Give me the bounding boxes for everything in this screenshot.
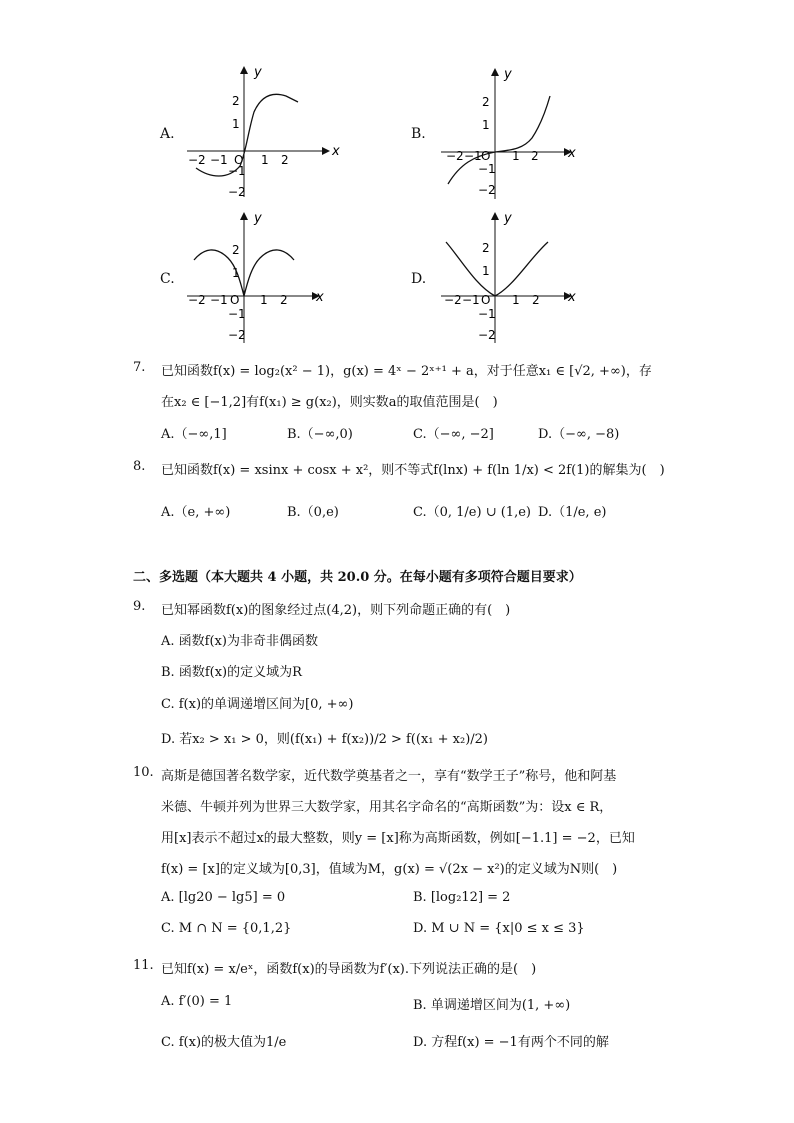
q9-option-a[interactable]: A. 函数f(x)为非奇非偶函数 bbox=[161, 634, 318, 649]
q7-line1: 已知函数f(x) = log₂(x² − 1)，g(x) = 4ˣ − 2ˣ⁺¹ + a，对于任意x₁ ∈ [√2, +∞)，存 bbox=[161, 364, 652, 379]
graph-a-xtick: 2 bbox=[281, 153, 289, 167]
graph-b-xtick: 2 bbox=[531, 149, 539, 163]
graph-c bbox=[182, 208, 342, 348]
graph-b-x-label: x bbox=[568, 146, 576, 161]
q9-option-d[interactable]: D. 若x₂ > x₁ > 0，则(f(x₁) + f(x₂))/2 > f((x₁ + x₂)/2) bbox=[161, 732, 488, 747]
q7-option-a[interactable]: A.（−∞,1] bbox=[161, 427, 227, 442]
graph-b-ytick: 2 bbox=[482, 95, 490, 109]
q11-option-c[interactable]: C. f(x)的极大值为1/e bbox=[161, 1035, 287, 1050]
graph-d-xtick: −1 bbox=[462, 293, 480, 307]
graph-c-ytick: 1 bbox=[232, 266, 240, 280]
graph-a-xtick: −1 bbox=[210, 153, 228, 167]
graph-d-ytick: 1 bbox=[482, 264, 490, 278]
graph-a-letter: A. bbox=[160, 126, 175, 142]
graph-d bbox=[436, 208, 596, 348]
graph-a-xtick: 1 bbox=[261, 153, 269, 167]
graph-d-xtick: −2 bbox=[444, 293, 462, 307]
graph-b-y-arrow bbox=[491, 68, 499, 76]
graph-b-xtick: 1 bbox=[512, 149, 520, 163]
graph-b-curve bbox=[448, 96, 550, 184]
q8-option-b[interactable]: B.（0,e) bbox=[287, 505, 339, 520]
graph-d-ytick: −2 bbox=[478, 328, 496, 342]
q10-option-d[interactable]: D. M ∪ N = {x|0 ≤ x ≤ 3} bbox=[413, 921, 585, 936]
q10-line3: 用[x]表示不超过x的最大整数，则y = [x]称为高斯函数，例如[−1.1] = −2，已知 bbox=[161, 831, 635, 846]
graph-a-xtick: −2 bbox=[188, 153, 206, 167]
graph-c-origin: O bbox=[230, 293, 240, 307]
graph-b-ytick: −2 bbox=[478, 183, 496, 197]
section-header-multiple-choice: 二、多选题（本大题共 4 小题，共 20.0 分。在每小题有多项符合题目要求） bbox=[133, 570, 582, 585]
q8-option-c[interactable]: C.（0, 1/e) ∪ (1,e) bbox=[413, 505, 531, 520]
graph-b-origin: O bbox=[481, 149, 491, 163]
q10-option-a[interactable]: A. [lg20 − lg5] = 0 bbox=[161, 890, 286, 905]
q10-line4: f(x) = [x]的定义域为[0,3]，值域为M，g(x) = √(2x − x²)的定义域为N则( ) bbox=[161, 862, 618, 877]
q10-option-b[interactable]: B. [log₂12] = 2 bbox=[413, 890, 511, 905]
q7-option-c[interactable]: C.（−∞, −2] bbox=[413, 427, 494, 442]
graph-b-letter: B. bbox=[411, 126, 426, 142]
graph-d-xtick: 1 bbox=[512, 293, 520, 307]
graph-b-ytick: −1 bbox=[478, 162, 496, 176]
q9-option-c[interactable]: C. f(x)的单调递增区间为[0, +∞) bbox=[161, 697, 354, 712]
graph-a-y-arrow bbox=[240, 66, 248, 74]
graph-d-xtick: 2 bbox=[532, 293, 540, 307]
graph-d-curve bbox=[446, 242, 548, 296]
graph-d-ytick: −1 bbox=[478, 307, 496, 321]
q7-number: 7. bbox=[133, 360, 146, 375]
q10-line2: 米德、牛顿并列为世界三大数学家，用其名字命名的“高斯函数”为：设x ∈ R， bbox=[161, 800, 613, 815]
graph-b-y-label: y bbox=[504, 67, 512, 82]
q7-line2: 在x₂ ∈ [−1,2]有f(x₁) ≥ g(x₂)，则实数a的取值范围是( ) bbox=[161, 395, 498, 410]
q7-option-d[interactable]: D.（−∞, −8) bbox=[538, 427, 620, 442]
q11-line1: 已知f(x) = x/eˣ，函数f(x)的导函数为f′(x).下列说法正确的是( ) bbox=[161, 962, 537, 977]
q9-number: 9. bbox=[133, 599, 146, 614]
q11-number: 11. bbox=[133, 958, 154, 973]
graph-a-ytick: −1 bbox=[228, 164, 246, 178]
graph-c-x-label: x bbox=[316, 290, 324, 305]
q8-number: 8. bbox=[133, 459, 146, 474]
q7-option-b[interactable]: B.（−∞,0) bbox=[287, 427, 353, 442]
q10-number: 10. bbox=[133, 765, 154, 780]
q8-line1: 已知函数f(x) = xsinx + cosx + x²，则不等式f(lnx) + f(ln 1/x) < 2f(1)的解集为( ) bbox=[161, 463, 665, 478]
graph-c-ytick: −2 bbox=[228, 328, 246, 342]
graph-d-origin: O bbox=[481, 293, 491, 307]
graph-a-x-arrow bbox=[322, 147, 330, 155]
graph-a-ytick: 2 bbox=[232, 94, 240, 108]
graph-a bbox=[182, 62, 342, 202]
graph-a-ytick: −2 bbox=[228, 185, 246, 199]
graph-b-xtick: −1 bbox=[464, 149, 482, 163]
graph-d-y-arrow bbox=[491, 212, 499, 220]
graph-a-y-label: y bbox=[254, 65, 262, 80]
graph-d-ytick: 2 bbox=[482, 241, 490, 255]
q11-option-b[interactable]: B. 单调递增区间为(1, +∞) bbox=[413, 998, 571, 1013]
graph-c-xtick: −1 bbox=[210, 293, 228, 307]
q8-option-a[interactable]: A.（e, +∞) bbox=[161, 505, 231, 520]
graph-b-xtick: −2 bbox=[446, 149, 464, 163]
graph-c-y-arrow bbox=[240, 212, 248, 220]
graph-d-y-label: y bbox=[504, 211, 512, 226]
graph-c-xtick: 2 bbox=[280, 293, 288, 307]
q10-line1: 高斯是德国著名数学家，近代数学奠基者之一，享有“数学王子”称号，他和阿基 bbox=[161, 769, 617, 784]
graph-a-x-label: x bbox=[332, 144, 340, 159]
graph-c-ytick: 2 bbox=[232, 243, 240, 257]
graph-b bbox=[436, 64, 596, 204]
q8-option-d[interactable]: D.（1/e, e) bbox=[538, 505, 607, 520]
graph-d-letter: D. bbox=[411, 271, 427, 287]
graph-c-xtick: 1 bbox=[260, 293, 268, 307]
graph-a-origin: O bbox=[234, 153, 244, 167]
q11-option-d[interactable]: D. 方程f(x) = −1有两个不同的解 bbox=[413, 1035, 609, 1050]
q10-option-c[interactable]: C. M ∩ N = {0,1,2} bbox=[161, 921, 292, 936]
q9-line1: 已知幂函数f(x)的图象经过点(4,2)，则下列命题正确的有( ) bbox=[161, 603, 511, 618]
graph-c-xtick: −2 bbox=[188, 293, 206, 307]
graph-c-ytick: −1 bbox=[228, 307, 246, 321]
q9-option-b[interactable]: B. 函数f(x)的定义域为R bbox=[161, 665, 302, 680]
graph-d-x-label: x bbox=[568, 290, 576, 305]
graph-c-y-label: y bbox=[254, 211, 262, 226]
graph-a-ytick: 1 bbox=[232, 117, 240, 131]
graph-b-ytick: 1 bbox=[482, 118, 490, 132]
q11-option-a[interactable]: A. f′(0) = 1 bbox=[161, 994, 233, 1009]
graph-c-letter: C. bbox=[160, 271, 175, 287]
